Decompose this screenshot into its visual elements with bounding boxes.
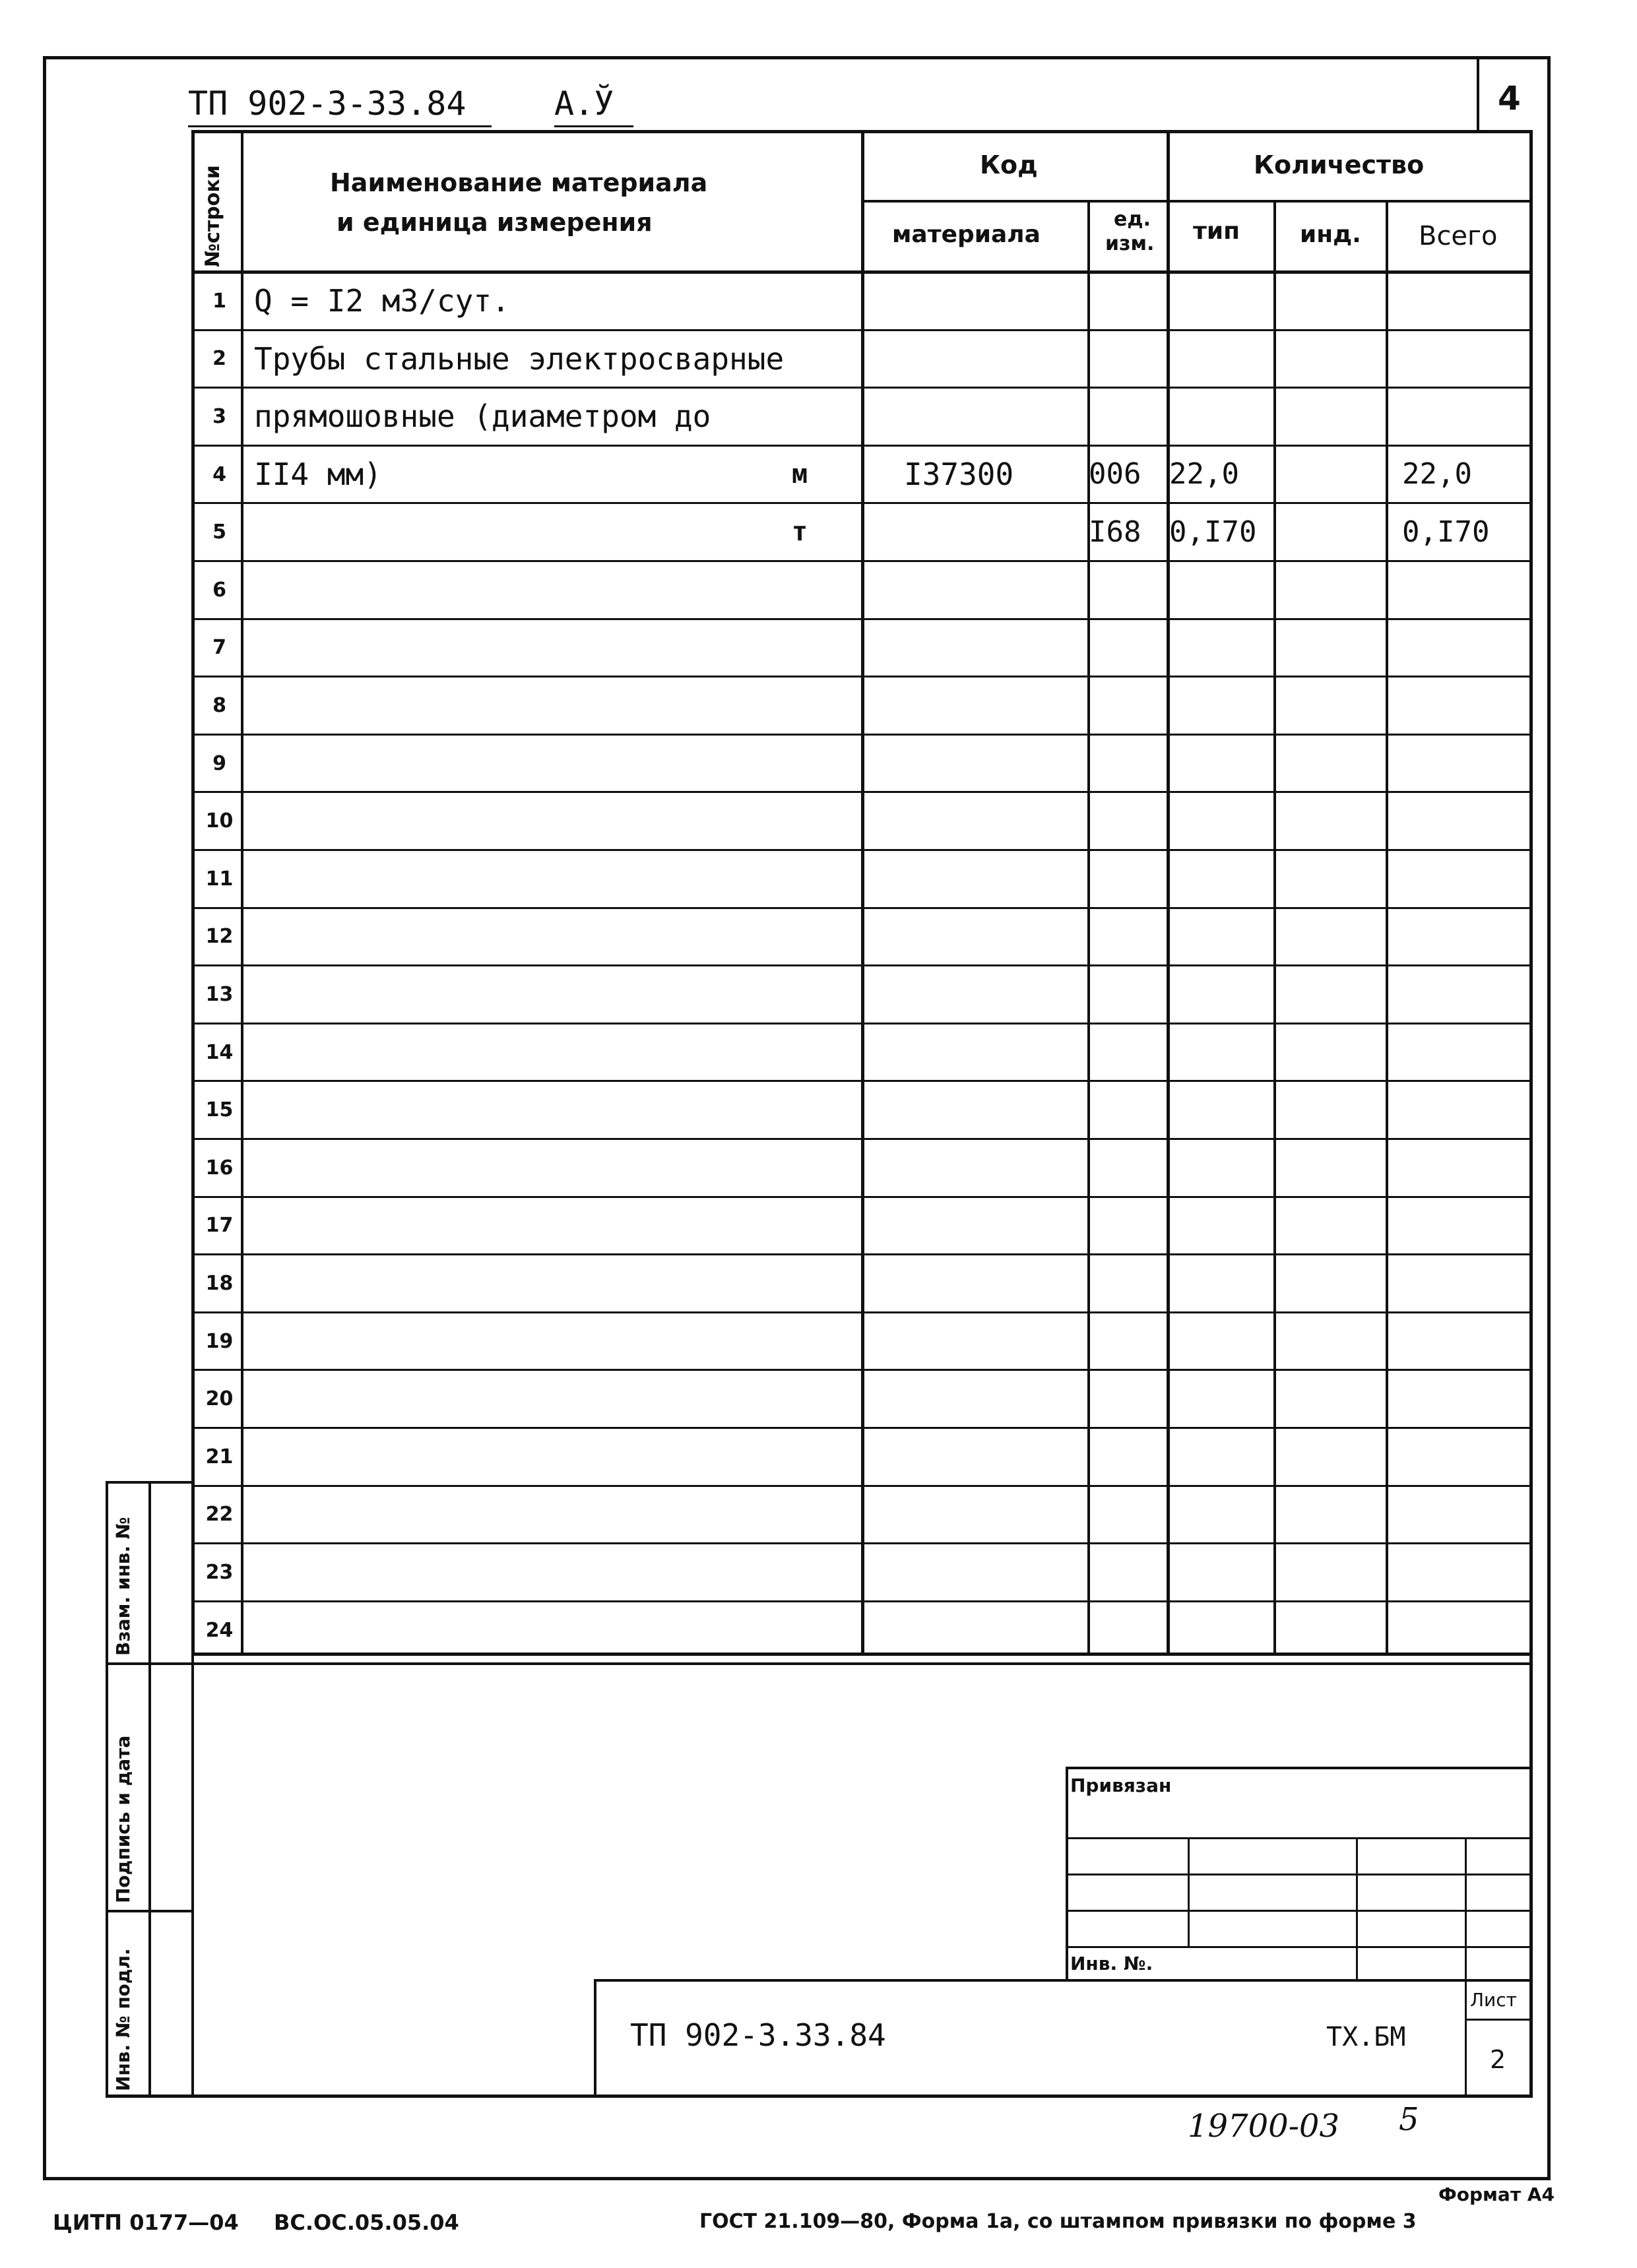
- row-number: 13: [205, 983, 234, 1006]
- cell-type: 22,0: [1169, 457, 1239, 491]
- header-mid-line: [861, 200, 1531, 203]
- album-underline: [554, 125, 633, 127]
- side-label-vzam: Взам. инв. №: [112, 1517, 134, 1656]
- cell-type: 0,I70: [1169, 515, 1257, 549]
- row-separator: [191, 387, 1531, 389]
- main-stamp-left: [594, 1979, 596, 2096]
- row-number: 2: [212, 347, 226, 371]
- table-left-border: [191, 130, 195, 1654]
- side-label-inv-podl: Инв. № подл.: [112, 1948, 134, 2091]
- stamp-grid-line4: [1066, 1946, 1531, 1948]
- row-number: 4: [212, 462, 226, 486]
- row-number: 21: [205, 1445, 234, 1468]
- page-number: 4: [1498, 79, 1521, 117]
- bottom-area-left: [191, 1653, 194, 2098]
- row-separator: [191, 1427, 1531, 1429]
- footer-org: ЦИТП 0177—04: [53, 2210, 239, 2235]
- col-divider-name: [861, 130, 864, 1654]
- row-separator: [191, 1542, 1531, 1544]
- row-separator: [191, 1138, 1531, 1140]
- cell-unit: м: [792, 458, 808, 489]
- header-code: Код: [980, 150, 1038, 179]
- cell-name: Трубы стальные электросварные: [254, 340, 785, 377]
- row-separator: [191, 329, 1531, 331]
- stamp-grid-v2: [1356, 1837, 1358, 1981]
- col-divider-unit: [1167, 130, 1170, 1654]
- sheet-box-left: [1465, 1979, 1467, 2096]
- stamp-grid-line1: [1066, 1837, 1531, 1839]
- col-divider-type: [1273, 200, 1276, 1654]
- footer-code: ВС.ОС.05.05.04: [274, 2210, 459, 2235]
- col-divider-material: [1087, 200, 1090, 1654]
- cell-unit-code: 006: [1089, 457, 1141, 491]
- row-separator: [191, 734, 1531, 736]
- cell-total: 0,I70: [1402, 515, 1490, 549]
- row-separator: [191, 676, 1531, 677]
- header-name-line1: Наименование материала: [330, 168, 708, 197]
- row-number: 20: [205, 1387, 234, 1411]
- row-separator: [191, 618, 1531, 620]
- header-code-material: материала: [892, 221, 1041, 248]
- stamp-grid-v1: [1188, 1837, 1190, 1946]
- side-strip-line2: [106, 1910, 191, 1912]
- row-number: 10: [205, 809, 234, 833]
- table-right-border: [1529, 130, 1533, 1654]
- main-stamp-top: [594, 1979, 1531, 1982]
- stamp-top: [1066, 1767, 1531, 1769]
- page-number-box-divider: [1477, 56, 1479, 132]
- inventory-page: 5: [1399, 2101, 1419, 2138]
- album-label: А.Ў: [554, 84, 614, 123]
- header-unit-line2: изм.: [1105, 232, 1155, 255]
- row-number: 8: [212, 694, 226, 717]
- row-number: 5: [212, 520, 226, 544]
- stamp-sheet-label: Лист: [1470, 1989, 1517, 2011]
- format-label: Формат А4: [1438, 2184, 1555, 2205]
- row-number: 17: [205, 1214, 234, 1238]
- stamp-grid-line3: [1066, 1910, 1531, 1912]
- row-separator: [191, 445, 1531, 447]
- row-separator: [191, 1253, 1531, 1255]
- cell-unit-code: I68: [1089, 515, 1141, 549]
- row-number: 12: [205, 925, 234, 949]
- cell-total: 22,0: [1402, 457, 1472, 491]
- row-number: 14: [205, 1040, 234, 1064]
- row-separator: [191, 560, 1531, 562]
- row-separator: [191, 849, 1531, 851]
- row-number: 1: [212, 289, 226, 313]
- row-separator: [191, 791, 1531, 793]
- side-label-podpis: Подпись и дата: [112, 1735, 134, 1903]
- header-row-number: №строки: [201, 165, 224, 267]
- header-qty-total: Всего: [1419, 221, 1498, 251]
- sheet-box-divider: [1465, 2019, 1531, 2021]
- row-separator: [191, 964, 1531, 966]
- stamp-grid-line2: [1066, 1874, 1531, 1875]
- row-number: 3: [212, 405, 226, 428]
- row-number: 11: [205, 867, 234, 891]
- stamp-grid-v3: [1465, 1837, 1467, 1981]
- col-divider-rowno: [241, 130, 243, 1654]
- row-separator: [191, 1485, 1531, 1487]
- row-number: 19: [205, 1329, 234, 1353]
- stamp-mark: ТХ.БМ: [1326, 2022, 1406, 2052]
- row-number: 22: [205, 1503, 234, 1527]
- side-strip-left: [106, 1481, 108, 2098]
- stamp-doc-code: ТП 902-3.33.84: [630, 2017, 886, 2053]
- header-qty-ind: инд.: [1300, 221, 1361, 248]
- row-number: 15: [205, 1098, 234, 1122]
- col-divider-ind: [1386, 200, 1388, 1654]
- cell-name: Q = I2 м3/сут.: [254, 283, 510, 319]
- row-number: 23: [205, 1561, 234, 1584]
- row-separator: [191, 1311, 1531, 1313]
- stamp-privyazan: Привязан: [1070, 1775, 1172, 1796]
- header-quantity: Количество: [1254, 150, 1425, 179]
- row-number: 6: [212, 578, 226, 602]
- row-separator: [191, 502, 1531, 504]
- header-name-line2: и единица измерения: [337, 208, 653, 237]
- row-number: 18: [205, 1272, 234, 1295]
- row-number: 16: [205, 1156, 234, 1180]
- side-strip-bottom: [106, 2095, 1531, 2098]
- row-separator: [191, 1369, 1531, 1371]
- document-code: ТП 902-3-33.84: [188, 84, 466, 123]
- side-strip-top: [106, 1481, 191, 1484]
- doc-code-underline: [188, 125, 492, 127]
- row-separator: [191, 1080, 1531, 1082]
- footer-gost: ГОСТ 21.109—80, Форма 1а, со штампом привязки по форме 3: [699, 2210, 1417, 2233]
- header-unit-line1: ед.: [1114, 208, 1151, 231]
- cell-unit: т: [792, 517, 808, 548]
- row-separator: [191, 1023, 1531, 1024]
- stamp-sheet-number: 2: [1490, 2045, 1506, 2074]
- cell-name: II4 мм): [254, 457, 382, 492]
- side-strip-divider: [148, 1481, 151, 2098]
- cell-name: прямошовные (диаметром до: [254, 398, 711, 435]
- row-separator: [191, 907, 1531, 909]
- header-qty-type: тип: [1193, 218, 1240, 245]
- row-number: 24: [205, 1618, 234, 1642]
- row-number: 9: [212, 751, 226, 775]
- inventory-number: 19700-03: [1188, 2108, 1339, 2145]
- row-number: 7: [212, 636, 226, 660]
- cell-code: I37300: [904, 457, 1014, 492]
- row-separator: [191, 1196, 1531, 1198]
- stamp-inv-no: Инв. №.: [1070, 1953, 1153, 1974]
- row-separator: [191, 1600, 1531, 1602]
- side-strip-line1: [106, 1662, 1531, 1665]
